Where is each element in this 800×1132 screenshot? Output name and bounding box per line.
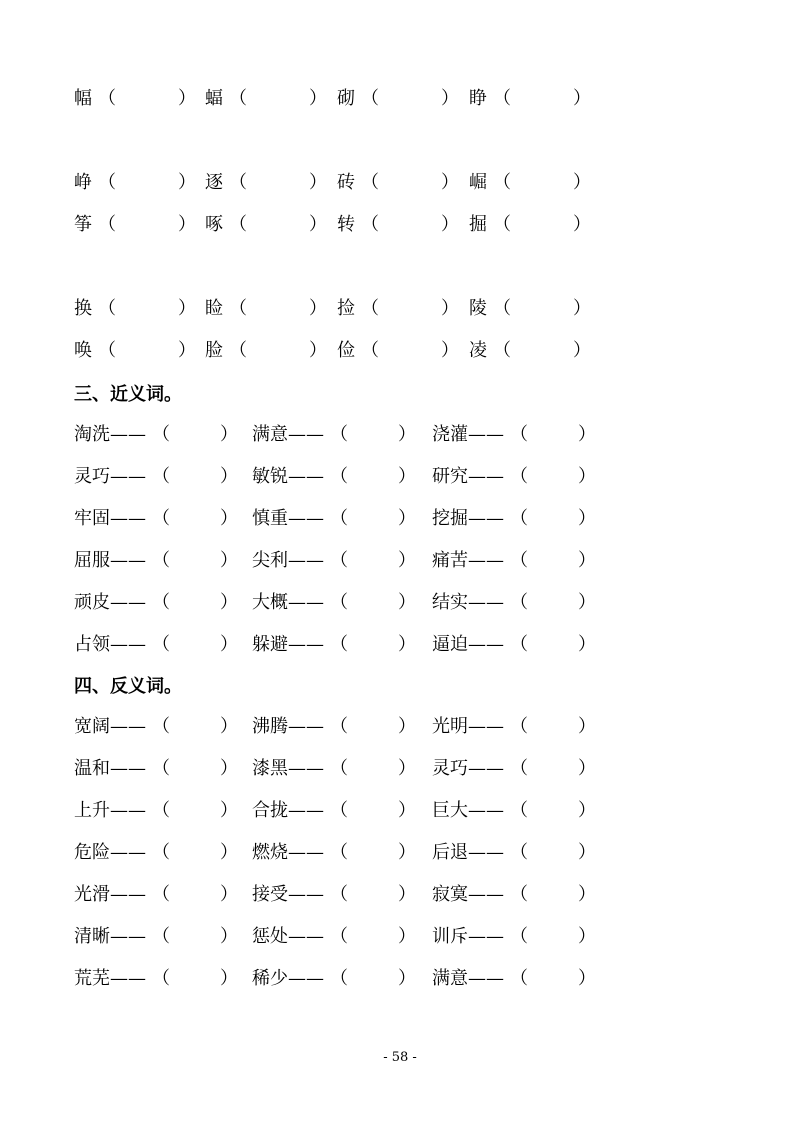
section-4-title: 四、反义词。 [74, 676, 182, 697]
close-paren: ） [398, 508, 416, 529]
open-paren: （ [330, 968, 348, 989]
close-paren: ） [220, 716, 238, 737]
close-paren: ） [178, 172, 196, 193]
close-paren: ） [220, 800, 238, 821]
open-paren: （ [330, 424, 348, 445]
word-text: 浇灌—— [432, 424, 504, 445]
open-paren: （ [152, 800, 170, 821]
char-row [0, 84, 800, 114]
close-paren: ） [441, 172, 459, 193]
close-paren: ） [573, 214, 591, 235]
open-paren: （ [510, 592, 528, 613]
word-text: 尖利—— [252, 550, 324, 571]
open-paren: （ [152, 508, 170, 529]
close-paren: ） [398, 466, 416, 487]
close-paren: ） [398, 968, 416, 989]
open-paren: （ [98, 88, 116, 109]
open-paren: （ [510, 800, 528, 821]
char-row [0, 336, 800, 366]
open-paren: （ [493, 214, 511, 235]
char-text: 蝠 [205, 88, 223, 109]
word-text: 漆黑—— [252, 758, 324, 779]
word-text: 大概—— [252, 592, 324, 613]
word-text: 满意—— [432, 968, 504, 989]
open-paren: （ [330, 926, 348, 947]
close-paren: ） [573, 88, 591, 109]
close-paren: ） [220, 842, 238, 863]
word-row [0, 922, 800, 952]
close-paren: ） [578, 424, 596, 445]
open-paren: （ [152, 466, 170, 487]
close-paren: ） [398, 424, 416, 445]
close-paren: ） [441, 298, 459, 319]
close-paren: ） [178, 88, 196, 109]
char-text: 啄 [205, 214, 223, 235]
close-paren: ） [578, 592, 596, 613]
close-paren: ） [398, 550, 416, 571]
word-text: 痛苦—— [432, 550, 504, 571]
close-paren: ） [220, 968, 238, 989]
word-row [0, 588, 800, 618]
char-text: 逐 [205, 172, 223, 193]
close-paren: ） [578, 466, 596, 487]
open-paren: （ [510, 842, 528, 863]
open-paren: （ [229, 88, 247, 109]
close-paren: ） [573, 340, 591, 361]
word-text: 结实—— [432, 592, 504, 613]
open-paren: （ [330, 508, 348, 529]
open-paren: （ [510, 424, 528, 445]
open-paren: （ [493, 298, 511, 319]
open-paren: （ [510, 926, 528, 947]
word-text: 光明—— [432, 716, 504, 737]
char-row [0, 210, 800, 240]
char-text: 唤 [74, 340, 92, 361]
close-paren: ） [220, 424, 238, 445]
open-paren: （ [510, 758, 528, 779]
open-paren: （ [98, 340, 116, 361]
open-paren: （ [493, 172, 511, 193]
open-paren: （ [330, 592, 348, 613]
close-paren: ） [309, 88, 327, 109]
close-paren: ） [398, 716, 416, 737]
open-paren: （ [152, 926, 170, 947]
open-paren: （ [510, 550, 528, 571]
open-paren: （ [361, 88, 379, 109]
close-paren: ） [578, 550, 596, 571]
char-row [0, 168, 800, 198]
open-paren: （ [229, 298, 247, 319]
close-paren: ） [220, 758, 238, 779]
char-text: 转 [337, 214, 355, 235]
word-row [0, 880, 800, 910]
word-text: 慎重—— [252, 508, 324, 529]
word-row [0, 754, 800, 784]
char-text: 砌 [337, 88, 355, 109]
open-paren: （ [330, 634, 348, 655]
open-paren: （ [510, 466, 528, 487]
char-text: 砖 [337, 172, 355, 193]
open-paren: （ [330, 884, 348, 905]
close-paren: ） [398, 800, 416, 821]
char-text: 换 [74, 298, 92, 319]
word-text: 光滑—— [74, 884, 146, 905]
close-paren: ） [178, 214, 196, 235]
char-text: 脸 [205, 340, 223, 361]
word-text: 后退—— [432, 842, 504, 863]
open-paren: （ [330, 716, 348, 737]
word-text: 逼迫—— [432, 634, 504, 655]
word-text: 危险—— [74, 842, 146, 863]
word-text: 躲避—— [252, 634, 324, 655]
open-paren: （ [152, 884, 170, 905]
open-paren: （ [510, 634, 528, 655]
close-paren: ） [578, 884, 596, 905]
close-paren: ） [309, 298, 327, 319]
word-text: 荒芜—— [74, 968, 146, 989]
open-paren: （ [330, 550, 348, 571]
word-text: 屈服—— [74, 550, 146, 571]
open-paren: （ [361, 298, 379, 319]
word-text: 灵巧—— [432, 758, 504, 779]
word-row [0, 796, 800, 826]
word-text: 研究—— [432, 466, 504, 487]
open-paren: （ [510, 884, 528, 905]
close-paren: ） [220, 926, 238, 947]
close-paren: ） [398, 592, 416, 613]
char-text: 睁 [469, 88, 487, 109]
close-paren: ） [178, 298, 196, 319]
word-text: 巨大—— [432, 800, 504, 821]
word-row [0, 630, 800, 660]
word-text: 燃烧—— [252, 842, 324, 863]
word-row [0, 964, 800, 994]
close-paren: ） [309, 340, 327, 361]
open-paren: （ [493, 88, 511, 109]
close-paren: ） [578, 758, 596, 779]
char-text: 陵 [469, 298, 487, 319]
open-paren: （ [493, 340, 511, 361]
char-text: 筝 [74, 214, 92, 235]
word-text: 淘洗—— [74, 424, 146, 445]
close-paren: ） [573, 172, 591, 193]
word-text: 宽阔—— [74, 716, 146, 737]
word-text: 惩处—— [252, 926, 324, 947]
open-paren: （ [330, 800, 348, 821]
close-paren: ） [309, 214, 327, 235]
section-3-title: 三、近义词。 [74, 384, 182, 405]
close-paren: ） [578, 968, 596, 989]
open-paren: （ [229, 172, 247, 193]
word-text: 训斥—— [432, 926, 504, 947]
word-row [0, 462, 800, 492]
close-paren: ） [398, 758, 416, 779]
open-paren: （ [152, 592, 170, 613]
word-text: 满意—— [252, 424, 324, 445]
close-paren: ） [220, 466, 238, 487]
word-text: 接受—— [252, 884, 324, 905]
char-row [0, 294, 800, 324]
close-paren: ） [220, 634, 238, 655]
close-paren: ） [398, 842, 416, 863]
open-paren: （ [229, 340, 247, 361]
open-paren: （ [229, 214, 247, 235]
word-text: 清晰—— [74, 926, 146, 947]
open-paren: （ [98, 172, 116, 193]
open-paren: （ [330, 842, 348, 863]
word-text: 灵巧—— [74, 466, 146, 487]
close-paren: ） [220, 508, 238, 529]
open-paren: （ [510, 716, 528, 737]
word-row [0, 420, 800, 450]
char-text: 捡 [337, 298, 355, 319]
close-paren: ） [441, 340, 459, 361]
close-paren: ） [309, 172, 327, 193]
open-paren: （ [152, 716, 170, 737]
char-text: 俭 [337, 340, 355, 361]
word-text: 顽皮—— [74, 592, 146, 613]
open-paren: （ [510, 968, 528, 989]
close-paren: ） [573, 298, 591, 319]
word-text: 温和—— [74, 758, 146, 779]
open-paren: （ [361, 172, 379, 193]
char-text: 幅 [74, 88, 92, 109]
word-text: 占领—— [74, 634, 146, 655]
open-paren: （ [152, 424, 170, 445]
close-paren: ） [398, 926, 416, 947]
char-text: 掘 [469, 214, 487, 235]
close-paren: ） [220, 550, 238, 571]
open-paren: （ [330, 758, 348, 779]
char-text: 峥 [74, 172, 92, 193]
char-text: 凌 [469, 340, 487, 361]
open-paren: （ [361, 214, 379, 235]
close-paren: ） [578, 634, 596, 655]
word-text: 上升—— [74, 800, 146, 821]
open-paren: （ [330, 466, 348, 487]
open-paren: （ [152, 968, 170, 989]
close-paren: ） [178, 340, 196, 361]
close-paren: ） [578, 508, 596, 529]
close-paren: ） [578, 926, 596, 947]
open-paren: （ [152, 550, 170, 571]
open-paren: （ [98, 298, 116, 319]
close-paren: ） [441, 214, 459, 235]
open-paren: （ [98, 214, 116, 235]
word-row [0, 838, 800, 868]
char-text: 崛 [469, 172, 487, 193]
open-paren: （ [152, 634, 170, 655]
word-text: 稀少—— [252, 968, 324, 989]
word-row [0, 546, 800, 576]
word-text: 敏锐—— [252, 466, 324, 487]
word-row [0, 504, 800, 534]
word-text: 沸腾—— [252, 716, 324, 737]
word-text: 寂寞—— [432, 884, 504, 905]
close-paren: ） [578, 842, 596, 863]
page-number: - 58 - [383, 1050, 417, 1065]
open-paren: （ [510, 508, 528, 529]
word-text: 合拢—— [252, 800, 324, 821]
close-paren: ） [441, 88, 459, 109]
word-text: 牢固—— [74, 508, 146, 529]
open-paren: （ [361, 340, 379, 361]
word-row [0, 712, 800, 742]
close-paren: ） [220, 884, 238, 905]
word-text: 挖掘—— [432, 508, 504, 529]
open-paren: （ [152, 842, 170, 863]
close-paren: ） [398, 884, 416, 905]
close-paren: ） [578, 716, 596, 737]
close-paren: ） [398, 634, 416, 655]
open-paren: （ [152, 758, 170, 779]
close-paren: ） [220, 592, 238, 613]
char-text: 睑 [205, 298, 223, 319]
close-paren: ） [578, 800, 596, 821]
